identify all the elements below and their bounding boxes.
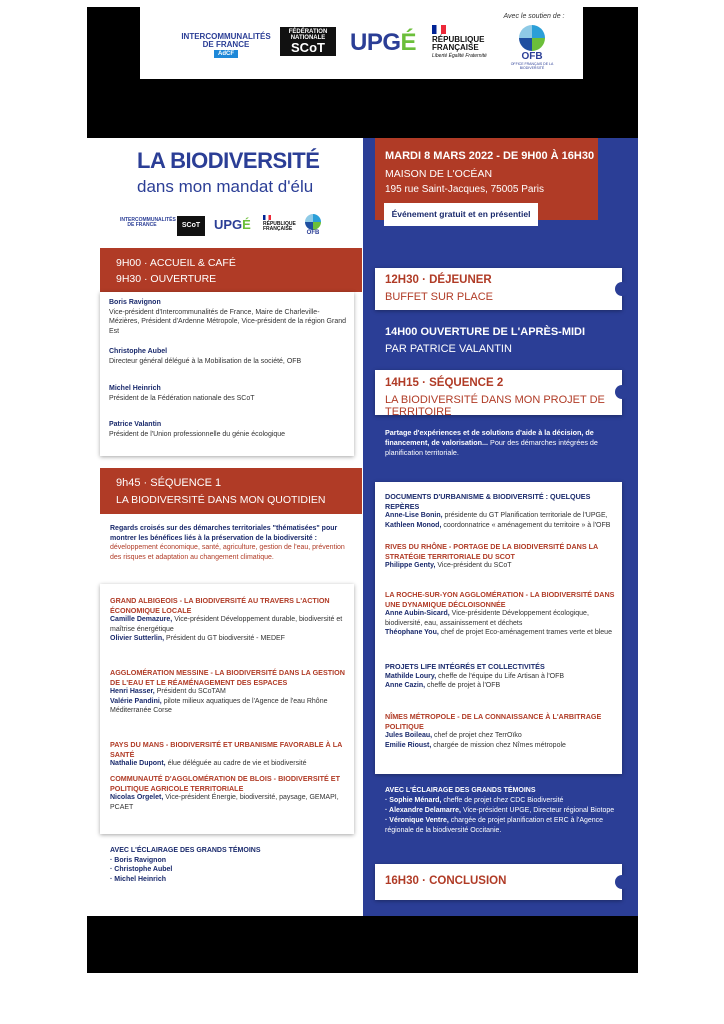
republique-francaise-logo: RÉPUBLIQUE FRANÇAISE Liberté Égalité Fraternité (432, 25, 496, 59)
card-notch (615, 875, 629, 889)
speaker-item: Michel Heinrich Président de la Fédération nationale des SCoT (109, 385, 255, 402)
mini-intercommunalites-logo: INTERCOMMUNALITÉS DE FRANCE (120, 217, 176, 228)
seq1-item: GRAND ALBIGEOIS - LA BIODIVERSITÉ AU TRAVERS L'ACTION ÉCONOMIQUE LOCALE Camille Demazure, Vice-président Développement durable, biodiversité et maîtrise énergétique Olivier Sutterlin, Président du GT biodiversité - MEDEF (110, 596, 343, 642)
seq1-item: COMMUNAUTÉ D'AGGLOMÉRATION DE BLOIS - BIODIVERSITÉ ET POLITIQUE AGRICOLE TERRITORIALE Nicolas Orgelet, Vice-président Énergie, biodiversité, paysage, GEMAPI, PCAET (110, 774, 340, 811)
speaker-item: Patrice Valantin Président de l'Union professionnelle du génie écologique (109, 421, 286, 438)
seq2-time: 14H15 · SÉQUENCE 2 (385, 377, 504, 389)
event-date: MARDI 8 MARS 2022 - DE 9H00 À 16H30 (385, 150, 595, 162)
seq1-time: 9h45 · SÉQUENCE 1 (116, 477, 222, 489)
event-free-note: Événement gratuit et en présentiel (384, 203, 538, 226)
logo-bar (140, 7, 583, 79)
afternoon-host: PAR PATRICE VALANTIN (385, 343, 512, 355)
seq2-item: DOCUMENTS D'URBANISME & BIODIVERSITÉ : QUELQUES REPÈRES Anne-Lise Bonin, présidente du GT Planification territoriale de l'UPGE, Kathleen Monod, coordonnatrice « aménagement du territoire » à l'OFB (385, 492, 611, 529)
seq1-title: LA BIODIVERSITÉ DANS MON QUOTIDIEN (116, 494, 326, 506)
lunch-buffet: BUFFET SUR PLACE (385, 291, 493, 303)
seq2-card (375, 482, 622, 774)
french-flag-icon (432, 25, 446, 34)
morning-speakers-card (100, 292, 354, 456)
seq1-intro: Regards croisés sur des démarches territoriales "thématisées" pour montrer les bénéfices liés à la préservation de la biodiversité : développement économique, santé, agriculture, gestion de l'eau, prévention des risques et adaptation au changement climatique. (110, 525, 345, 561)
seq2-item: NÎMES MÉTROPOLE - DE LA CONNAISSANCE À L'ARBITRAGE POLITIQUE Jules Boileau, chef de projet chez TerrOïko Emilie Rioust, chargée de mission chez Nîmes métropole (385, 712, 602, 749)
morning-welcome: 9H00 · ACCUEIL & CAFÉ (116, 257, 236, 269)
conclusion-card (375, 864, 622, 900)
event-place: MAISON DE L'OCÉAN (385, 168, 493, 180)
seq1-item: PAYS DU MANS - BIODIVERSITÉ ET URBANISME FAVORABLE À LA SANTÉ Nathalie Dupont, élue déléguée au cadre de vie et biodiversité (110, 740, 343, 767)
mini-french-flag-icon (263, 215, 271, 220)
main-subtitle: dans mon mandat d'élu (137, 177, 314, 196)
mini-ofb-circle-icon (305, 214, 321, 230)
seq2-item: LA ROCHE-SUR-YON AGGLOMÉRATION - LA BIODIVERSITÉ DANS UNE DYNAMIQUE DÉCLOISONNÉE Anne Aubin-Sicard, Vice-présidente Développement écologique, biodiversité, eau, assainissement et déchets Théophane You, chef de projet Eco-aménagement trames verte et bleue (385, 590, 615, 636)
main-title: LA BIODIVERSITÉ (137, 148, 320, 173)
ofb-logo: OFB OFFICE FRANÇAIS DE LA BIODIVERSITÉ (502, 25, 562, 70)
mini-ofb-logo: OFB (305, 214, 321, 236)
mini-logo-row (120, 212, 340, 242)
intercommunalites-logo: INTERCOMMUNALITÉS DE FRANCE AdCF (181, 32, 271, 57)
seq2-item: PROJETS LIFE INTÉGRÉS ET COLLECTIVITÉS Mathilde Loury, cheffe de l'équipe du Life Artisan à l'OFB Anne Cazin, cheffe de projet à l'OFB (385, 662, 565, 689)
morning-opening: 9H30 · OUVERTURE (116, 273, 217, 285)
seq2-intro: Partage d'expériences et de solutions d'aide à la décision, de financement, de valorisation... Pour des démarches intégrées de planification territoriale. (385, 428, 598, 457)
lunch-card (375, 268, 622, 310)
card-notch (615, 385, 629, 399)
seq2-witnesses: AVEC L'ÉCLAIRAGE DES GRANDS TÉMOINS · Sophie Ménard, cheffe de projet chez CDC Biodiversité · Alexandre Delamarre, Vice-président UPGE, Directeur régional Biotope · Véronique Ventre, chargée de projet planification et ERC à l'Agence régionale de la biodiversité Occitanie. (385, 787, 615, 834)
fnscot-logo: FÉDÉRATION NATIONALE SCoT (280, 27, 336, 56)
seq2-title: LA BIODIVERSITÉ DANS MON PROJET DE TERRITOIRE (385, 394, 605, 418)
mini-republique-logo: RÉPUBLIQUE FRANÇAISE (263, 215, 296, 232)
mini-upge-logo: UPGÉ (214, 217, 251, 232)
seq1-item: AGGLOMÉRATION MESSINE - LA BIODIVERSITÉ DANS LA GESTION DE L'EAU ET LE RÉAMÉNAGEMENT DES ESPACES Henri Hasser, Président du SCoTAM Valérie Pandini, pilote milieux aquatiques de l'Agence de l'eau Rhône Méditerranée Corse (110, 668, 345, 714)
upge-logo: UPGÉ (349, 29, 417, 56)
ofb-circle-icon (519, 25, 545, 51)
event-address: 195 rue Saint-Jacques, 75005 Paris (385, 184, 544, 195)
speaker-item: Christophe Aubel Directeur général délégué à la Mobilisation de la société, OFB (109, 348, 302, 365)
speaker-item: Boris Ravignon Vice-président d'Intercommunalités de France, Maire de Charleville-Mézières, Président d'Ardenne Métropole, Vice-président de la région Grand Est (109, 299, 347, 335)
seq1-header (100, 468, 362, 514)
card-notch (615, 282, 629, 296)
afternoon-opening: 14H00 OUVERTURE DE L'APRÈS-MIDI (385, 326, 586, 338)
support-label: Avec le soutien de : (503, 13, 565, 20)
lunch-time: 12H30 · DÉJEUNER (385, 274, 492, 286)
seq1-witnesses: AVEC L'ÉCLAIRAGE DES GRANDS TÉMOINS · Boris Ravignon · Christophe Aubel · Michel Heinrich (110, 847, 261, 883)
conclusion-label: 16H30 · CONCLUSION (385, 875, 507, 887)
seq2-header-card (375, 370, 622, 418)
mini-fnscot-logo: SCoT (177, 216, 205, 236)
seq2-item: RIVES DU RHÔNE - PORTAGE DE LA BIODIVERSITÉ DANS LA STRATÉGIE TERRITORIALE DU SCOT Philippe Genty, Vice-président du SCoT (385, 542, 598, 569)
seq1-card (100, 584, 354, 834)
morning-header (100, 248, 362, 292)
